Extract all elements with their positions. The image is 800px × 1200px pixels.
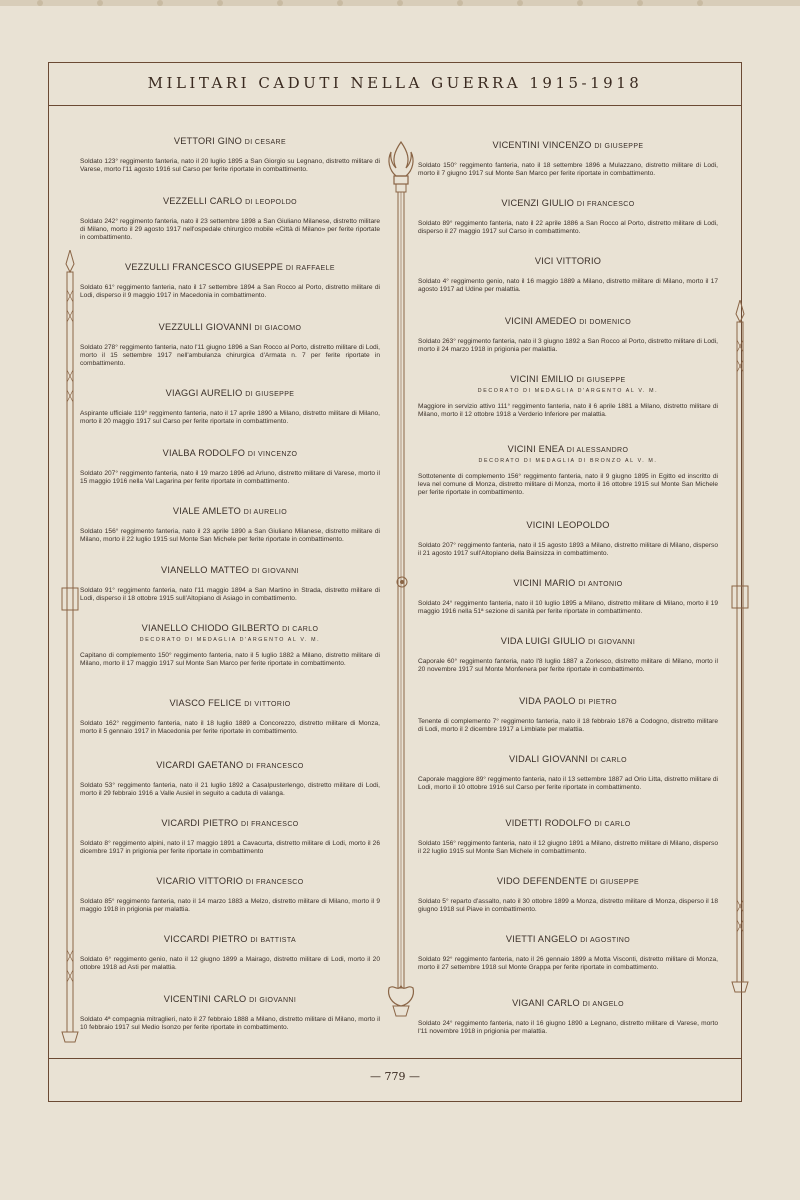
entry-text: Soldato 162° reggimento fanteria, nato il 18 luglio 1889 a Concorezzo, distretto militare di Monza, morto il 5 gennaio 1917 in Macedonia per ferite riportate in combattimento. <box>80 720 380 736</box>
entry-name: VICARDI PIETRO DI FRANCESCO <box>161 818 299 828</box>
entry-name: VIGANI CARLO DI ANGELO <box>512 998 624 1008</box>
decoration-note: DECORATO DI MEDAGLIA D'ARGENTO AL V. M. <box>139 637 321 643</box>
entry-text: Soldato 4ª compagnia mitraglieri, nato il 27 febbraio 1888 a Milano, distretto militare di Milano, morto il 10 febbraio 1917 sul Medio Isonzo per ferite riportate in combattimento. <box>80 1016 380 1032</box>
entry-text: Soldato 278° reggimento fanteria, nato l'11 giugno 1896 a San Rocco al Porto, distretto militare di Lodi, morto il 15 settembre 1917 nell'ambulanza chirurgica d'Armata n. 7 per ferite riportate in combattimento. <box>80 344 380 368</box>
entry-name: VICINI EMILIO DI GIUSEPPE <box>510 374 626 384</box>
entry-name: VICINI AMEDEO DI DOMENICO <box>504 316 632 326</box>
entry-text: Soldato 207° reggimento fanteria, nato il 19 marzo 1896 ad Arluno, distretto militare di Varese, morto il 15 maggio 1916 nella Val Lagarina per ferite riportate in combattimento. <box>80 470 380 486</box>
entry <box>80 876 380 914</box>
entry <box>418 256 718 294</box>
entry-text: Soldato 156° reggimento fanteria, nato il 12 giugno 1891 a Milano, distretto militare di Milano, disperso il 22 luglio 1915 sul Monte San Michele in combattimento. <box>418 840 718 856</box>
entry-name: VIALBA RODOLFO DI VINCENZO <box>162 448 298 458</box>
entry-text: Soldato 24° reggimento fanteria, nato il 16 giugno 1890 a Legnano, distretto militare di Varese, morto l'11 novembre 1918 in prigionia per malattia. <box>418 1020 718 1036</box>
entry <box>80 506 380 544</box>
entry-name: VIAGGI AURELIO DI GIUSEPPE <box>165 388 295 398</box>
entry <box>418 316 718 354</box>
entry <box>418 578 718 616</box>
entry-name: VEZZULLI FRANCESCO GIUSEPPE DI RAFFAELE <box>125 262 335 272</box>
entry-text: Soldato 53° reggimento fanteria, nato il 21 luglio 1892 a Casalpusterlengo, distretto militare di Lodi, morto il 29 febbraio 1916 a Valle Ausiel in seguito a caduta di valanga. <box>80 782 380 798</box>
entry-text: Capitano di complemento 150° reggimento fanteria, nato il 5 luglio 1882 a Milano, distretto militare di Milano, morto il 17 maggio 1917 sul Monte San Marco per ferite riportate in combattimento. <box>80 652 380 668</box>
entry-name: VIASCO FELICE DI VITTORIO <box>169 698 291 708</box>
entry-text: Sottotenente di complemento 156° reggimento fanteria, nato il 9 giugno 1895 in Egitto ed inscritto di leva nel comune di Monza, distretto militare di Monza, morto il 16 ottobre 1915 sul Monte San Michele per ferite riportate in combattimento. <box>418 473 718 497</box>
rosette-icon <box>396 576 408 588</box>
entry-name: VICENTINI VINCENZO DI GIUSEPPE <box>492 140 644 150</box>
entry <box>418 934 718 972</box>
footer-divider <box>48 1058 742 1059</box>
entry <box>80 623 380 668</box>
entry <box>80 760 380 798</box>
entry <box>80 698 380 736</box>
entry-name: VIDO DEFENDENTE DI GIUSEPPE <box>496 876 640 886</box>
right-torch-ornament <box>728 300 752 1000</box>
entry-name: VIALE AMLETO DI AURELIO <box>172 506 288 516</box>
entry <box>418 636 718 674</box>
entry <box>80 388 380 426</box>
entry-text: Soldato 123° reggimento fanteria, nato il 20 luglio 1895 a San Giorgio su Legnano, distretto militare di Varese, morto l'11 agosto 1916 sul Carso per ferite riportate in combattimento. <box>80 158 380 174</box>
entry-text: Soldato 156° reggimento fanteria, nato il 23 aprile 1890 a San Giuliano Milanese, distretto militare di Milano, morto il 22 luglio 1915 sul Monte San Michele per ferite riportate in combattimento. <box>80 528 380 544</box>
entry-name: VETTORI GINO DI CESARE <box>173 136 287 146</box>
entry-text: Soldato 5° reparto d'assalto, nato il 30 ottobre 1899 a Monza, distretto militare di Monza, disperso il 18 giugno 1918 sul Piave in combattimento. <box>418 898 718 914</box>
entry-name: VIANELLO CHIODO GILBERTO DI CARLO <box>141 623 319 633</box>
entry-text: Soldato 6° reggimento genio, nato il 12 giugno 1899 a Mairago, distretto militare di Lodi, morto il 20 ottobre 1918 ad Asti per malattia. <box>80 956 380 972</box>
entry-text: Aspirante ufficiale 119° reggimento fanteria, nato il 17 aprile 1890 a Milano, distretto militare di Milano, morto il 20 maggio 1917 sul Carso per ferite riportate in combattimento. <box>80 410 380 426</box>
entry <box>80 196 380 243</box>
decoration-note: DECORATO DI MEDAGLIA D'ARGENTO AL V. M. <box>477 388 659 394</box>
header-divider <box>48 105 742 106</box>
left-torch-ornament <box>58 250 82 1050</box>
entry-name: VIDETTI RODOLFO DI CARLO <box>505 818 631 828</box>
entry-name: VIDALI GIOVANNI DI CARLO <box>509 754 627 764</box>
entry <box>418 696 718 734</box>
entry <box>418 374 718 419</box>
entry <box>418 444 718 498</box>
entry <box>80 448 380 486</box>
entry-text: Soldato 89° reggimento fanteria, nato il 22 aprile 1886 a San Rocco al Porto, distretto militare di Lodi, disperso il 27 maggio 1917 sul Carso in combattimento. <box>418 220 718 236</box>
entry-text: Soldato 85° reggimento fanteria, nato il 14 marzo 1883 a Melzo, distretto militare di Milano, morto il 9 maggio 1918 in prigionia per malattia. <box>80 898 380 914</box>
entry-name: VIDA PAOLO DI PIETRO <box>519 696 617 706</box>
entry <box>80 994 380 1032</box>
entry-name: VICARIO VITTORIO DI FRANCESCO <box>156 876 304 886</box>
entry-text: Soldato 207° reggimento fanteria, nato il 15 agosto 1893 a Milano, distretto militare di Milano, disperso il 21 agosto 1917 sull'Altopiano della Bainsizza in combattimento. <box>418 542 718 558</box>
entry <box>418 998 718 1036</box>
entry-text: Soldato 91° reggimento fanteria, nato l'11 maggio 1894 a San Martino in Strada, distretto militare di Lodi, disperso il 18 ottobre 1915 sull'Altopiano di Asiago in combattimento. <box>80 587 380 603</box>
entry-name: VICCARDI PIETRO DI BATTISTA <box>163 934 297 944</box>
entry-text: Soldato 4° reggimento genio, nato il 16 maggio 1889 a Milano, distretto militare di Milano, morto il 17 agosto 1917 ad Udine per malattia. <box>418 278 718 294</box>
entry-name: VICENZI GIULIO DI FRANCESCO <box>501 198 635 208</box>
entry-text: Soldato 92° reggimento fanteria, nato il 26 gennaio 1899 a Motta Visconti, distretto militare di Monza, morto il 27 settembre 1918 sul Monte Grappa per ferite riportate in combattimento. <box>418 956 718 972</box>
entry-name: VICINI LEOPOLDO <box>526 520 610 530</box>
entry <box>80 934 380 972</box>
entry-text: Soldato 8° reggimento alpini, nato il 17 maggio 1891 a Cavacurta, distretto militare di Lodi, morto il 26 dicembre 1917 in prigionia per ferite riportate in combattimento <box>80 840 380 856</box>
entry-name: VICINI MARIO DI ANTONIO <box>513 578 623 588</box>
page-title: MILITARI CADUTI NELLA GUERRA 1915-1918 <box>147 74 643 92</box>
entry-name: VICENTINI CARLO DI GIOVANNI <box>163 994 297 1004</box>
entry-name: VICARDI GAETANO DI FRANCESCO <box>156 760 304 770</box>
page-number: — 779 — <box>370 1070 420 1083</box>
decoration-note: DECORATO DI MEDAGLIA DI BRONZO AL V. M. <box>478 458 658 464</box>
entry <box>418 818 718 856</box>
entry <box>80 262 380 300</box>
entry-text: Tenente di complemento 7° reggimento fanteria, nato il 18 febbraio 1876 a Codogno, distretto militare di Lodi, morto il 2 dicembre 1917 a Limbiate per malattia. <box>418 718 718 734</box>
entry-name: VEZZELLI CARLO DI LEOPOLDO <box>162 196 297 206</box>
entry-text: Soldato 24° reggimento fanteria, nato il 10 luglio 1895 a Milano, distretto militare di Milano, morto il 19 maggio 1916 nella 51ª sezione di sanità per ferite riportate in combattimento. <box>418 600 718 616</box>
entry-text: Soldato 150° reggimento fanteria, nato il 18 settembre 1896 a Mulazzano, distretto militare di Lodi, morto il 7 giugno 1917 sul Monte San Marco per ferite riportate in combattimento. <box>418 162 718 178</box>
entry-text: Soldato 263° reggimento fanteria, nato il 3 giugno 1892 a San Rocco al Porto, distretto militare di Lodi, morto il 24 marzo 1918 in prigionia per malattia. <box>418 338 718 354</box>
entry <box>418 754 718 792</box>
top-decorative-border <box>0 0 800 14</box>
entry-text: Caporale 60° reggimento fanteria, nato l'8 luglio 1887 a Zorlesco, distretto militare di Milano, morto il 20 novembre 1917 sul Monte Monfenera per ferite riportate in combattimento. <box>418 658 718 674</box>
entry-text: Soldato 61° reggimento fanteria, nato il 17 settembre 1894 a San Rocco al Porto, distretto militare di Lodi, disperso il 9 maggio 1917 in Macedonia in combattimento. <box>80 284 380 300</box>
entry <box>80 136 380 174</box>
entry-name: VIDA LUIGI GIULIO DI GIOVANNI <box>500 636 636 646</box>
entry <box>418 140 718 178</box>
entry <box>418 198 718 236</box>
entry <box>80 818 380 856</box>
entry-name: VIETTI ANGELO DI AGOSTINO <box>505 934 631 944</box>
entry-text: Soldato 242° reggimento fanteria, nato il 23 settembre 1898 a San Giuliano Milanese, distretto militare di Milano, morto il 29 agosto 1917 nell'ospedale chirurgico mobile «Città di Milano» per ferite riportate in combattimento. <box>80 218 380 242</box>
entry <box>80 322 380 369</box>
entry <box>418 876 718 914</box>
entry-name: VEZZULLI GIOVANNI DI GIACOMO <box>158 322 302 332</box>
entry <box>80 565 380 603</box>
entry-name: VIANELLO MATTEO DI GIOVANNI <box>161 565 299 575</box>
entry-text: Caporale maggiore 89° reggimento fanteria, nato il 13 settembre 1887 ad Orio Litta, distretto militare di Lodi, morto il 10 ottobre 1916 sul Carso per ferite riportate in combattimento. <box>418 776 718 792</box>
entry-name: VICINI ENEA DI ALESSANDRO <box>507 444 629 454</box>
entry-name: VICI VITTORIO <box>534 256 602 266</box>
entry-text: Maggiore in servizio attivo 111° reggimento fanteria, nato il 6 aprile 1881 a Milano, distretto militare di Milano, morto il 12 ottobre 1918 a Verderio Inferiore per malattia. <box>418 403 718 419</box>
entry <box>418 520 718 558</box>
